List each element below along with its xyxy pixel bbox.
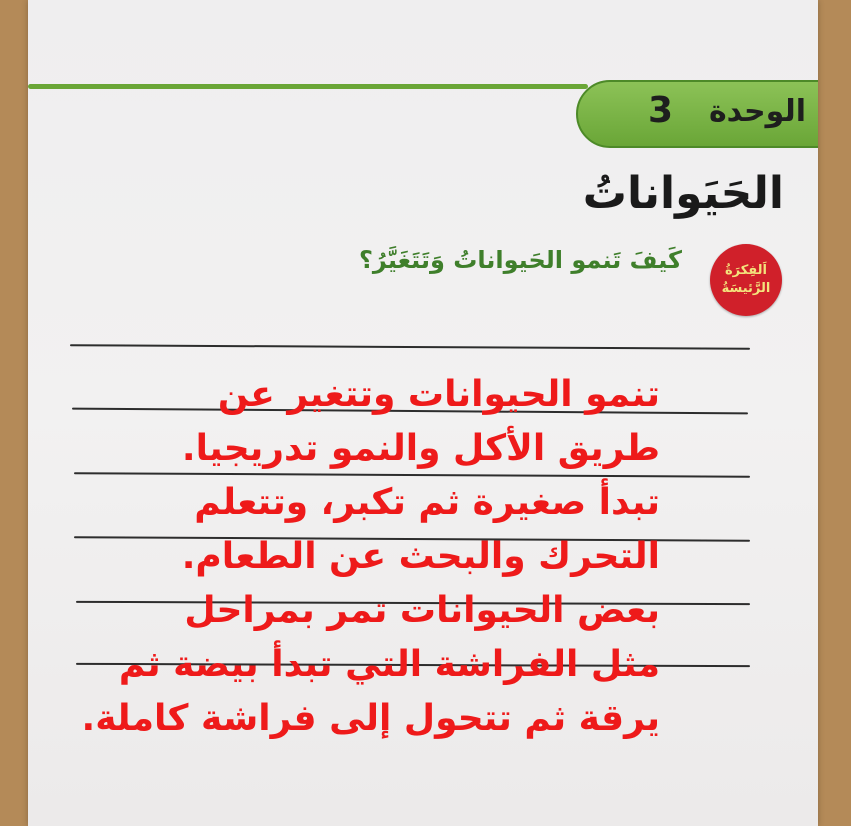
- answer-line-1: تنمو الحيوانات وتتغير عن: [217, 374, 660, 415]
- handwritten-answer: [81, 368, 660, 746]
- answer-line-3: تبدأ صغيرة ثم تكبر، وتتعلم: [194, 482, 660, 523]
- answer-line-4: التحرك والبحث عن الطعام.: [181, 536, 660, 577]
- unit-header-band: [28, 84, 588, 89]
- answer-line-6: مثل الفراشة التي تبدأ بيضة ثم: [118, 644, 660, 685]
- badge-line-2: الرَّئيسَةُ: [721, 281, 771, 296]
- ruled-line: [70, 344, 750, 350]
- unit-banner: [576, 80, 818, 148]
- answer-line-5: بعض الحيوانات تمر بمراحل: [184, 590, 660, 631]
- unit-number: 3: [648, 90, 674, 131]
- badge-line-1: اَلفِكرَةُ: [724, 263, 767, 278]
- answer-line-2: طريق الأكل والنمو تدريجيا.: [181, 428, 660, 469]
- unit-label: الوحدة: [708, 94, 806, 129]
- lesson-title: الحَيَواناتُ: [582, 168, 784, 219]
- textbook-page: [28, 0, 818, 826]
- main-idea-badge: [710, 244, 782, 316]
- main-idea-question: كَيفَ تَنمو الحَيواناتُ وَتَتَغَيَّرُ؟: [358, 246, 682, 274]
- answer-line-7: يرقة ثم تتحول إلى فراشة كاملة.: [81, 698, 660, 739]
